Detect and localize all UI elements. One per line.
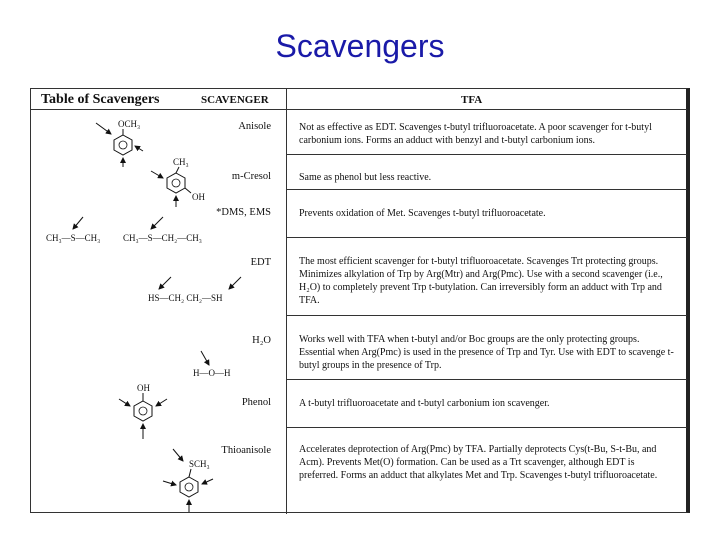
- water-structure: [193, 351, 231, 378]
- scavenger-name-water: H₂O: [252, 335, 271, 346]
- dms-formula: CH₃—S—CH₃: [46, 233, 101, 243]
- column-divider: [286, 89, 287, 514]
- m-cresol-structure: [151, 157, 205, 207]
- scavenger-desc-dms-ems: Prevents oxidation of Met. Scavenges t-butyl trifluoroacetate.: [299, 208, 546, 219]
- anisole-structure: [96, 119, 143, 167]
- row-divider: [286, 427, 687, 428]
- column-header-tfa: TFA: [461, 94, 483, 106]
- scavenger-name-edt: EDT: [250, 257, 271, 268]
- ems-formula: CH₃—S—CH₂—CH₃: [123, 233, 202, 243]
- table-title: Table of Scavengers: [41, 92, 160, 107]
- scavenger-table: [30, 88, 690, 513]
- cresol-methyl-formula: CH₃: [173, 157, 189, 167]
- scavenger-name-m-cresol: m-Cresol: [231, 171, 271, 182]
- scavenger-desc-phenol: A t-butyl trifluoroacetate and t-butyl carbonium ion scavenger.: [299, 398, 550, 409]
- edt-formula: HS—CH₂ CH₂—SH: [148, 293, 223, 303]
- scavenger-name-dms-ems: *DMS, EMS: [216, 207, 271, 218]
- scavenger-desc-edt: The most efficient scavenger for t-butyl trifluoroacetate. Scavenges Trt protecting groups. Minimizes alkylation of Trp by Arg(Mtr) and Arg(Pmc). Use with a second scavenger (i.e., H₂O) to completely prevent Trp t-butylation. Can irreversibly form an adduct with Trp and TFA.: [299, 256, 663, 306]
- slide-title: Scavengers: [275, 28, 445, 64]
- scavenger-name-phenol: Phenol: [241, 397, 271, 408]
- water-formula: H—O—H: [193, 368, 231, 378]
- phenol-formula: OH: [137, 383, 150, 393]
- thioanisole-formula: SCH₃: [189, 459, 210, 469]
- edt-structure: [148, 277, 241, 303]
- row-divider: [286, 379, 687, 380]
- row-divider: [286, 154, 687, 155]
- dms-ems-structure: [46, 217, 202, 243]
- structures-drawing: [31, 89, 286, 514]
- thioanisole-structure: [163, 449, 213, 512]
- cresol-hydroxyl-formula: OH: [192, 192, 205, 202]
- row-divider: [286, 315, 687, 316]
- scavenger-name-thioanisole: Thioanisole: [221, 445, 271, 456]
- phenol-structure: [119, 383, 167, 439]
- scavenger-desc-thioanisole: Accelerates deprotection of Arg(Pmc) by TFA. Partially deprotects Cys(t-Bu, S-t-Bu, and Acm). Prevents Met(O) formation. Can be used as a Trt scavenger, although EDT is preferred. Forms an adduct that alkylates Met and Trp. Scavenges t-butyl trifluoroacetate.: [299, 444, 658, 481]
- scavenger-desc-anisole: Not as effective as EDT. Scavenges t-butyl trifluoroacetate. A poor scavenger for t-butyl carbonium ions. Forms an adduct with benzyl and t-butyl carbonium ions.: [299, 122, 652, 146]
- anisole-formula: OCH₃: [118, 119, 141, 129]
- scavenger-desc-water: Works well with TFA when t-butyl and/or Boc groups are the only protecting groups. Essential when Arg(Pmc) is used in the presence of Trp and Tyr. Use with EDT to scavenge t-butyl groups in the presence of Trp.: [299, 334, 674, 371]
- scavenger-name-anisole: Anisole: [238, 121, 271, 132]
- row-divider: [286, 237, 687, 238]
- row-divider: [286, 189, 687, 190]
- column-header-scavenger: SCAVENGER: [201, 94, 269, 106]
- scavenger-desc-m-cresol: Same as phenol but less reactive.: [299, 172, 432, 183]
